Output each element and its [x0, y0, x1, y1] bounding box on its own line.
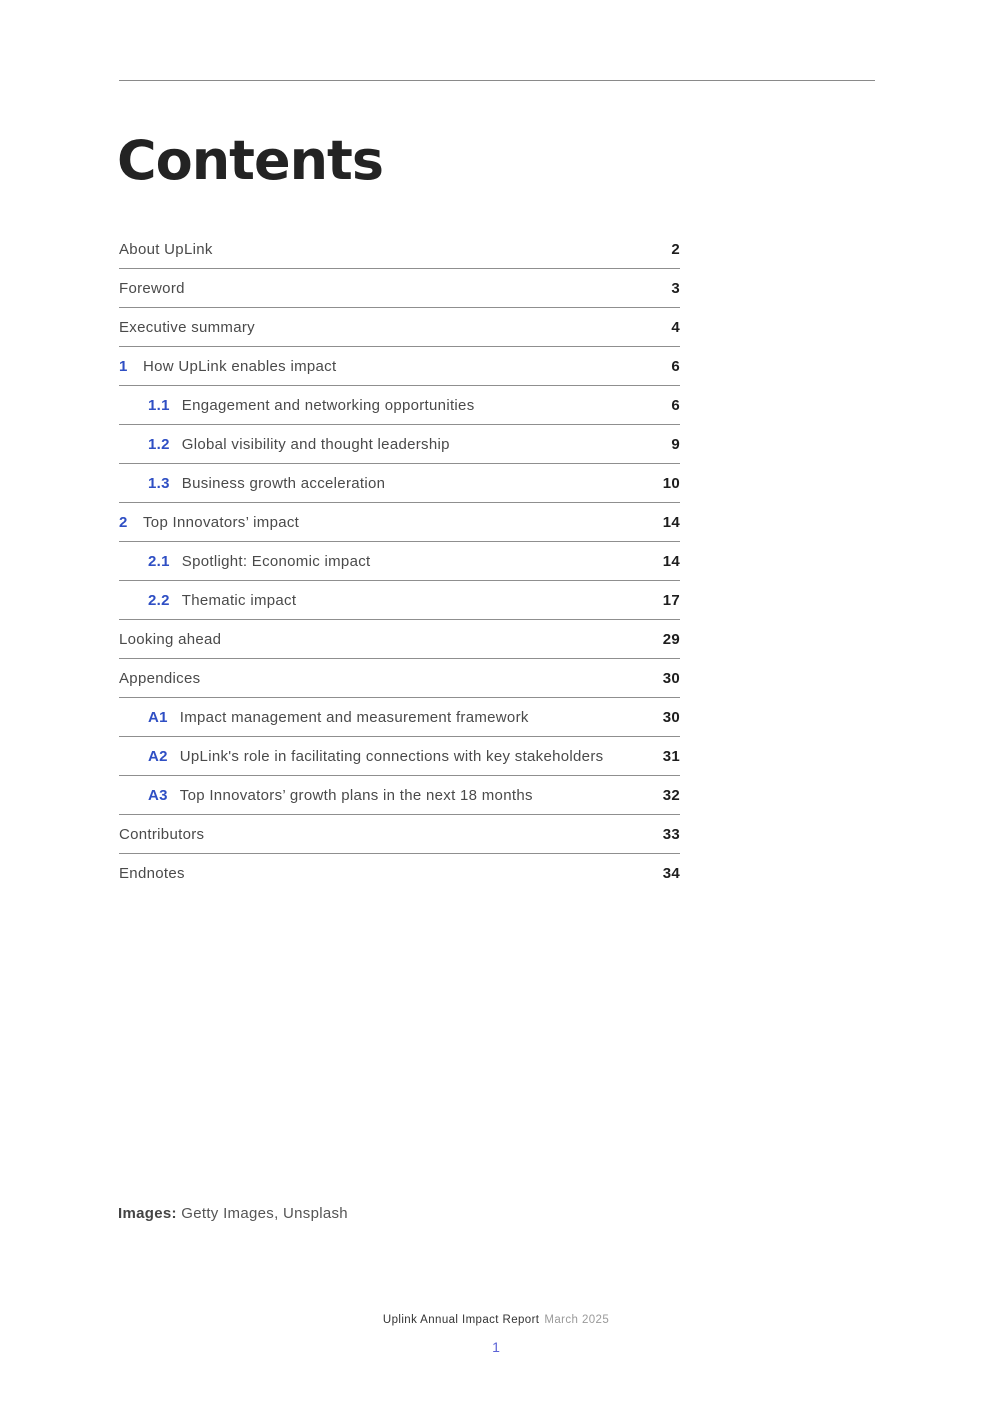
toc-entry-number: 1.2 [148, 435, 170, 453]
toc-entry-label: Global visibility and thought leadership [181, 435, 450, 453]
footer [0, 1314, 992, 1326]
toc-entry-page: 9 [671, 435, 680, 453]
toc-entry-page: 34 [662, 864, 680, 882]
toc-entry[interactable] [119, 425, 680, 464]
toc-entry[interactable] [119, 347, 680, 386]
image-credits-label: Images: [118, 1205, 177, 1222]
toc-entry-page: 14 [662, 513, 680, 531]
top-divider [119, 80, 875, 81]
toc-entry[interactable] [119, 542, 680, 581]
toc-entry-label: About UpLink [119, 240, 213, 258]
toc-entry-label: Contributors [119, 825, 205, 843]
toc-entry-number: 1.1 [148, 396, 170, 414]
toc-entry-label: Top Innovators’ growth plans in the next 18 months [179, 786, 533, 804]
toc-entry[interactable] [119, 308, 680, 347]
toc-entry-page: 29 [662, 630, 680, 648]
toc-entry-number: A1 [148, 708, 168, 726]
toc-entry-page: 17 [662, 591, 680, 609]
toc-entry-label: Impact management and measurement framework [179, 708, 529, 726]
page-title: Contents [117, 129, 384, 192]
toc-entry-number: 2.1 [148, 552, 170, 570]
toc-entry-label: Top Innovators’ impact [143, 513, 300, 531]
toc-entry[interactable] [119, 464, 680, 503]
toc-entry-number: A3 [148, 786, 168, 804]
toc-entry-page: 33 [662, 825, 680, 843]
toc-entry-page: 10 [662, 474, 680, 492]
toc-entry-number: 1 [119, 357, 128, 375]
toc-entry[interactable] [119, 659, 680, 698]
toc-entry-page: 14 [662, 552, 680, 570]
toc-entry-label: Foreword [119, 279, 185, 297]
toc-entry-label: Looking ahead [119, 630, 222, 648]
toc-entry[interactable] [119, 230, 680, 269]
toc-entry-label: Executive summary [119, 318, 255, 336]
footer-date: March 2025 [544, 1314, 610, 1326]
toc-entry-number: 1.3 [148, 474, 170, 492]
toc-entry-page: 4 [671, 318, 680, 336]
toc-entry-label: Engagement and networking opportunities [181, 396, 475, 414]
toc-entry-page: 32 [662, 786, 680, 804]
toc-entry[interactable] [119, 815, 680, 854]
toc-entry[interactable] [119, 854, 680, 892]
toc-entry-label: UpLink's role in facilitating connections with key stakeholders [179, 747, 604, 765]
table-of-contents [119, 230, 680, 892]
toc-entry-label: Thematic impact [181, 591, 297, 609]
toc-entry-label: Appendices [119, 669, 201, 687]
page-number: 1 [492, 1339, 500, 1355]
toc-entry[interactable] [119, 503, 680, 542]
toc-entry-page: 31 [662, 747, 680, 765]
footer-report-title: Uplink Annual Impact Report [382, 1314, 540, 1326]
toc-entry-label: How UpLink enables impact [143, 357, 337, 375]
toc-entry-page: 30 [662, 669, 680, 687]
image-credits [118, 1205, 348, 1222]
toc-entry-number: A2 [148, 747, 168, 765]
toc-entry-label: Business growth acceleration [181, 474, 386, 492]
image-credits-text: Getty Images, Unsplash [181, 1205, 348, 1222]
toc-entry[interactable] [119, 269, 680, 308]
toc-entry-number: 2.2 [148, 591, 170, 609]
toc-entry[interactable] [119, 581, 680, 620]
toc-entry[interactable] [119, 620, 680, 659]
toc-entry-label: Endnotes [119, 864, 185, 882]
toc-entry-page: 2 [671, 240, 680, 258]
toc-entry[interactable] [119, 737, 680, 776]
toc-entry-number: 2 [119, 513, 128, 531]
toc-entry[interactable] [119, 776, 680, 815]
toc-entry[interactable] [119, 698, 680, 737]
toc-entry-page: 30 [662, 708, 680, 726]
toc-entry-page: 6 [671, 357, 680, 375]
toc-entry[interactable] [119, 386, 680, 425]
toc-entry-page: 3 [671, 279, 680, 297]
toc-entry-page: 6 [671, 396, 680, 414]
toc-entry-label: Spotlight: Economic impact [181, 552, 371, 570]
